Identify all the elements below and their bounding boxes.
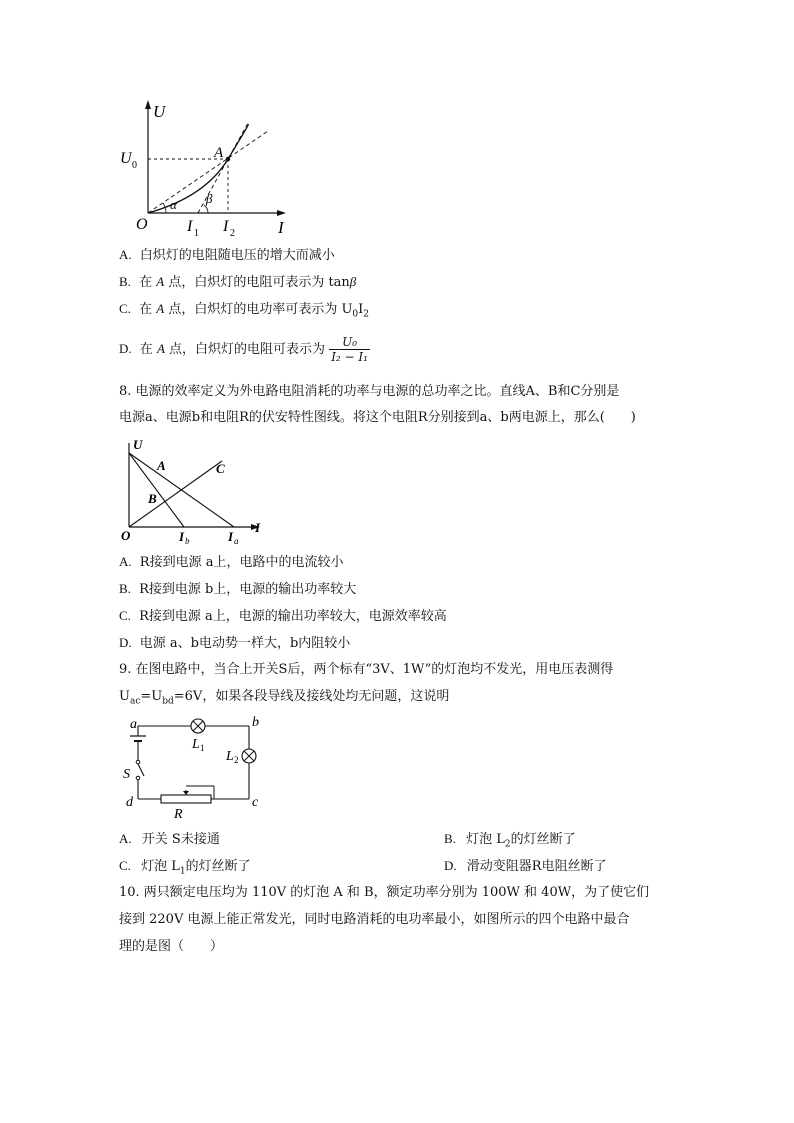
- axis-x-label: I: [255, 520, 261, 535]
- option-letter: A.: [119, 831, 132, 846]
- q9-option-b[interactable]: [444, 830, 576, 854]
- i1-sub: 1: [194, 228, 199, 239]
- q10-stem-line3: 理的是图（ ）: [119, 939, 224, 954]
- voltage-sub-bd: bd: [162, 696, 174, 707]
- node-b-label: b: [252, 715, 259, 730]
- q9-circuit-diagram: [116, 714, 276, 824]
- option-text-post: 的灯丝断了: [185, 859, 251, 874]
- ib-label: I: [179, 529, 185, 544]
- origin-label: O: [121, 528, 131, 543]
- option-sub: 2: [504, 839, 511, 850]
- u0-label: U: [120, 150, 132, 167]
- fraction-denominator: I₂ − I₁: [331, 350, 368, 364]
- option-letter: D.: [444, 858, 457, 873]
- voltage-eq: =U: [140, 689, 163, 704]
- q10-stem-line1: 10. 两只额定电压均为 110V 的灯泡 A 和 B，额定功率分别为 100W 和 40W，为了使它们: [119, 885, 650, 900]
- option-letter: B.: [119, 581, 131, 596]
- origin-label: O: [136, 216, 148, 233]
- fraction-numerator: U₀: [329, 335, 370, 350]
- q8-vi-graph: [112, 435, 272, 545]
- option-sub: 1: [179, 866, 186, 877]
- q7-option-b[interactable]: [119, 273, 356, 292]
- ib-sub: b: [185, 536, 190, 545]
- node-c-label: c: [252, 795, 259, 810]
- option-text: R接到电源 b上，电源的输出功率较大: [139, 582, 357, 597]
- q8-option-b[interactable]: [119, 580, 356, 599]
- option-letter: C.: [119, 858, 131, 873]
- option-letter: D.: [119, 635, 132, 650]
- beta-label: β: [206, 191, 213, 206]
- lamp-l1-label: L: [192, 737, 200, 752]
- ia-sub: a: [234, 536, 239, 545]
- q8-stem-line2: 电源a、电源b和电阻R的伏安特性图线。将这个电阻R分别接到a、b两电源上，那么( ): [119, 410, 636, 425]
- option-text-post: 的灯丝断了: [510, 832, 576, 847]
- option-greek: β: [349, 274, 357, 289]
- lamp-l2-label: L: [226, 749, 234, 764]
- i1-label: I: [187, 218, 193, 235]
- option-letter: A.: [119, 247, 132, 262]
- node-a-label: a: [130, 717, 137, 732]
- option-text: 电源 a、b电动势一样大，b内阻较小: [139, 636, 351, 651]
- option-text-pre: 灯泡 L: [466, 832, 505, 847]
- line-b-label: B: [148, 491, 157, 506]
- q7-option-d[interactable]: [119, 331, 370, 371]
- option-point-a: A: [156, 274, 165, 289]
- node-d-label: d: [126, 795, 133, 810]
- rheostat-r-label: R: [174, 807, 183, 822]
- i2-label: I: [223, 218, 229, 235]
- voltage-post: =6V，如果各段导线及接线处均无问题，这说明: [173, 689, 450, 704]
- voltage-u: U: [119, 689, 130, 704]
- q8-option-a[interactable]: [119, 553, 343, 572]
- q9-stem-line2: [119, 688, 449, 711]
- ui-graph-lamp: [110, 95, 300, 240]
- option-text: 开关 S未接通: [141, 832, 220, 847]
- axis-y-label: U: [153, 102, 166, 121]
- ia-label: I: [228, 529, 234, 544]
- i2-sub: 2: [230, 228, 235, 239]
- option-text: 滑动变阻器R电阻丝断了: [466, 859, 607, 874]
- option-text-pre: 在: [139, 275, 153, 290]
- option-mid: I: [358, 302, 364, 317]
- q7-option-c[interactable]: [119, 300, 369, 324]
- option-sub1: 0: [352, 309, 359, 320]
- option-text-pre: 灯泡 L: [141, 859, 180, 874]
- option-text-post: 点，白炽灯的电阻可表示为 tan: [168, 275, 350, 290]
- option-text: 白炽灯的电阻随电压的增大而减小: [139, 248, 335, 263]
- lamp-l1-sub: 1: [200, 743, 205, 753]
- option-sub2: 2: [363, 309, 370, 320]
- q7-option-a[interactable]: [119, 246, 335, 265]
- option-text: R接到电源 a上，电路中的电流较小: [139, 555, 344, 570]
- u0-sub: 0: [132, 160, 137, 171]
- voltage-sub-ac: ac: [129, 696, 141, 707]
- option-text-pre: 在: [139, 302, 153, 317]
- alpha-label: α: [170, 197, 177, 212]
- point-a-label: A: [214, 145, 224, 161]
- option-point-a: A: [156, 301, 165, 316]
- q9-stem-line1: 9. 在图电路中，当合上开关S后，两个标有“3V、1W”的灯泡均不发光，用电压表测得: [119, 662, 614, 677]
- line-a-label: A: [157, 458, 166, 473]
- option-letter: C.: [119, 608, 131, 623]
- option-text: R接到电源 a上，电源的输出功率较大，电源效率较高: [139, 609, 447, 624]
- q10-stem-line2: 接到 220V 电源上能正常发光，同时电路消耗的电功率最小，如图所示的四个电路中最合: [119, 912, 630, 927]
- option-text-post: 点，白炽灯的电阻可表示为: [169, 342, 326, 357]
- option-text-post: 点，白炽灯的电功率可表示为 U: [168, 302, 353, 317]
- lamp-l2-sub: 2: [234, 755, 239, 765]
- line-c-label: C: [216, 461, 225, 476]
- q9-option-a[interactable]: [119, 830, 220, 849]
- q8-option-c[interactable]: [119, 607, 447, 626]
- option-letter: B.: [119, 274, 131, 289]
- option-letter: D.: [119, 341, 132, 356]
- option-point-a: A: [156, 341, 165, 356]
- switch-s-label: S: [123, 767, 130, 782]
- fraction: [329, 335, 370, 364]
- axis-y-label: U: [133, 437, 143, 452]
- q8-stem-line1: 8. 电源的效率定义为外电路电阻消耗的功率与电源的总功率之比。直线A、B和C分别是: [119, 384, 620, 399]
- option-letter: B.: [444, 831, 456, 846]
- axis-x-label: I: [278, 218, 284, 237]
- option-letter: A.: [119, 554, 132, 569]
- q9-option-c[interactable]: [119, 857, 251, 881]
- option-text-pre: 在: [139, 342, 153, 357]
- q9-option-d[interactable]: [444, 857, 607, 876]
- option-letter: C.: [119, 301, 131, 316]
- q8-option-d[interactable]: [119, 634, 350, 653]
